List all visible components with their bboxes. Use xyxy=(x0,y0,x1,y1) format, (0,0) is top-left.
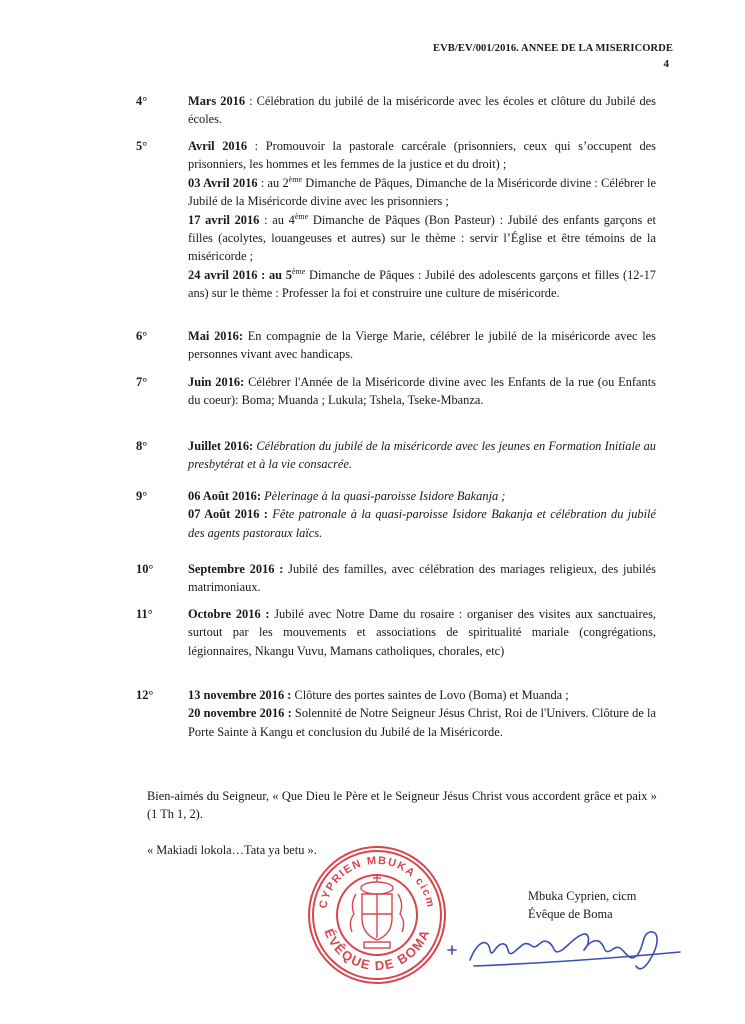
entry-number: 6° xyxy=(136,329,148,343)
seal-bottom-text: ÉVÊQUE DE BOMA xyxy=(321,926,433,974)
entry-description: Fête patronale à la quasi-paroisse Isidore Bakanja et célébration du jubilé des agents pastoraux laïcs. xyxy=(188,507,656,540)
entry-description: Pèlerinage à la quasi-paroisse Isidore Bakanja ; xyxy=(260,489,506,503)
entry-text xyxy=(188,560,656,597)
entry-text xyxy=(188,437,656,474)
entry-date-label: 17 avril 2016 xyxy=(188,212,260,227)
entry-description: Jubilé avec Notre Dame du rosaire : organiser des visites aux sanctuaires, surtout par les mouvements et associations de spiritualité mariale (congrégations, légionnaires, Nkangu Vuvu, Mamans catholiques, chorales, etc) xyxy=(188,607,656,658)
coat-of-arms-icon xyxy=(350,874,403,948)
entry-date-label: Octobre 2016 : xyxy=(188,607,270,621)
entry-description: Dimanche de Pâques, Dimanche de la Miséricorde divine : Célébrer le Jubilé de la Miséricorde divine avec les prisonniers ; xyxy=(188,175,656,209)
entry-date-label: Mars 2016 xyxy=(188,94,246,108)
entry-date-label: Septembre 2016 : xyxy=(188,562,284,576)
entry-number: 5° xyxy=(136,139,148,153)
entry-text xyxy=(188,373,656,410)
entry-number: 11° xyxy=(136,607,153,621)
handwritten-signature xyxy=(444,920,694,976)
entry-date-label: Juillet 2016: xyxy=(188,439,254,453)
entry-description: : au 4 xyxy=(259,212,295,227)
entry-description: : au 2 xyxy=(257,175,289,190)
signatory-title: Évêque de Boma xyxy=(528,907,613,921)
entry-date-label: 03 Avril 2016 xyxy=(188,175,258,190)
entry-date-label: 20 novembre 2016 : xyxy=(188,706,292,721)
entry-date-label: 07 Août 2016 : xyxy=(188,507,268,522)
entry-date-label: Mai 2016: xyxy=(188,329,243,343)
entry-date-label: 24 avril 2016 : au 5 xyxy=(188,267,292,282)
entry-text xyxy=(188,605,656,660)
entry-description: ème xyxy=(294,211,309,221)
entry-description: ème xyxy=(288,174,302,184)
entry-description: Célébrer l'Année de la Miséricorde divine avec les Enfants de la rue (ou Enfants du coeur): Boma; Muanda ; Lukula; Tshela, Tseke-Mbanza. xyxy=(188,375,657,408)
entry-number: 7° xyxy=(136,375,148,389)
entry-description: Clôture des portes saintes de Lovo (Boma) et Muanda ; xyxy=(291,688,569,702)
entry-description: Dimanche de Pâques : Jubilé des adolescents garçons et filles (12-17 ans) sur le thème : Professer la foi et construire une culture de miséricorde. xyxy=(188,267,657,301)
entry-description: En compagnie de la Vierge Marie, célébrer le jubilé de la miséricorde avec les personnes vivant avec handicaps. xyxy=(188,329,656,362)
entry-number: 12° xyxy=(136,688,154,702)
page-number: 4 xyxy=(663,58,669,70)
entry-description: : Célébration du jubilé de la miséricorde avec les écoles et clôture du Jubilé des écoles. xyxy=(188,94,656,127)
entry-number: 4° xyxy=(136,94,148,108)
entry-date-label: Avril 2016 xyxy=(188,139,248,153)
entry-description: Célébration du jubilé de la miséricorde avec les jeunes en Formation Initiale au presbytérat et à la vie consacrée. xyxy=(188,439,657,472)
closing-kikongo-phrase: « Makiadi lokola…Tata ya betu ». xyxy=(147,843,317,857)
closing-blessing: Bien-aimés du Seigneur, « Que Dieu le Père et le Seigneur Jésus Christ vous accordent grâce et paix » (1 Th 1, 2). xyxy=(147,789,657,822)
entry-number: 9° xyxy=(136,489,148,503)
entry-text xyxy=(188,92,656,129)
entry-text xyxy=(188,487,656,542)
signatory-name: Mbuka Cyprien, cicm xyxy=(528,889,637,903)
entry-text xyxy=(188,686,656,741)
entry-text xyxy=(188,137,656,303)
entry-description: : Promouvoir la pastorale carcérale (prisonniers, ceux qui s’occupent des prisonniers, les hommes et les femmes de la justice et du droit) ; xyxy=(188,139,656,172)
entry-date-label: 06 Août 2016: xyxy=(188,489,261,503)
entry-number: 8° xyxy=(136,439,148,453)
entry-description: Jubilé des familles, avec célébration des mariages religieux, des jubilés matrimoniaux. xyxy=(188,562,657,595)
entry-date-label: Juin 2016: xyxy=(188,375,245,389)
document-reference: EVB/EV/001/2016. ANNEE DE LA MISERICORDE xyxy=(433,43,673,54)
seal-top-text: CYPRIEN MBUKA cicm xyxy=(317,854,437,910)
entry-number: 10° xyxy=(136,562,154,576)
entry-text xyxy=(188,327,656,364)
entry-description: Dimanche de Pâques (Bon Pasteur) : Jubilé des enfants garçons et filles (acolytes, louangeuses et autres) sur le thème : servir l’Église et être témoins de la miséricorde ; xyxy=(188,212,656,264)
entry-description: ème xyxy=(292,266,306,276)
entry-date-label: 13 novembre 2016 : xyxy=(188,688,292,702)
entry-description: Solennité de Notre Seigneur Jésus Christ, Roi de l'Univers. Clôture de la Porte Sainte à Kangu et conclusion du Jubilé de la Miséricorde. xyxy=(188,706,656,739)
episcopal-seal-stamp xyxy=(306,844,448,986)
